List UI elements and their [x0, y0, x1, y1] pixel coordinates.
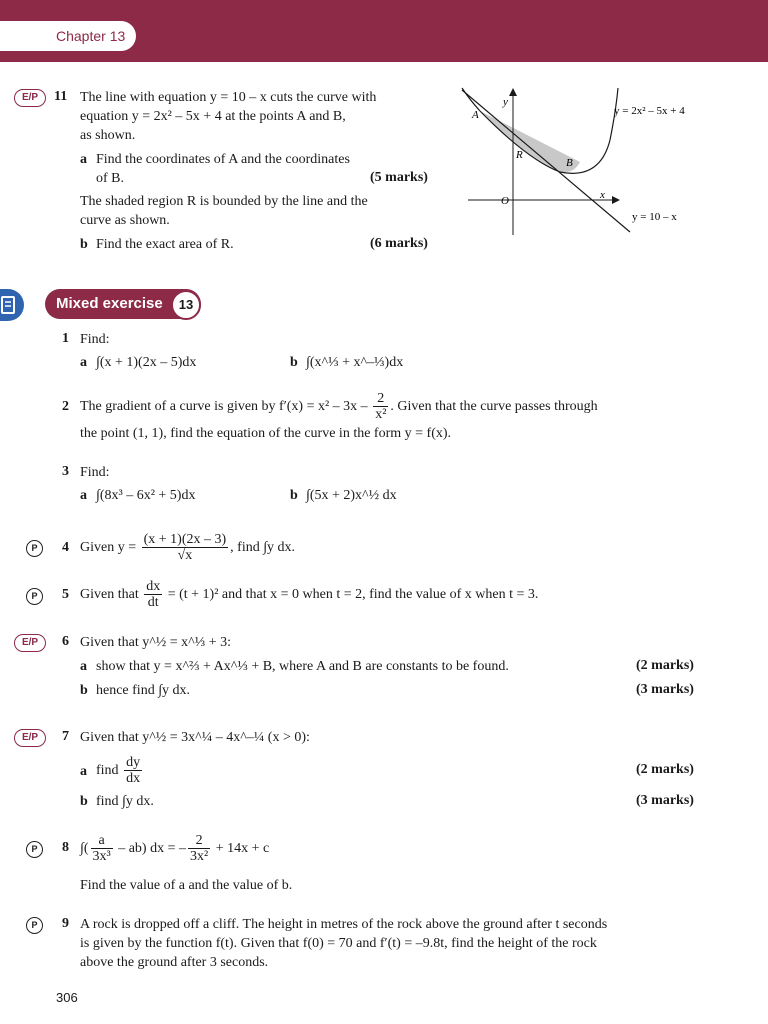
q8-fraction-2-num: 2	[188, 833, 210, 849]
q2-fraction-den: x²	[375, 407, 387, 423]
q6-b-text: hence find ∫y dx.	[96, 683, 191, 698]
q8-fraction-1-num: a	[91, 833, 113, 849]
q5-post: = (t + 1)² and that x = 0 when t = 2, find the value of x when t = 3.	[167, 587, 539, 602]
q1-a-label: a	[80, 355, 87, 370]
question-11-number: 11	[54, 89, 68, 104]
p-badge: P	[26, 917, 43, 934]
q11-line-1: The line with equation y = 10 – x cuts the curve with	[80, 90, 377, 105]
q1-intro: Find:	[80, 332, 110, 347]
q8-expr-b: – ab) dx = –	[118, 841, 186, 856]
question-2-number: 2	[62, 399, 69, 414]
q8-expression	[80, 830, 269, 868]
q4-pre: Given y =	[80, 540, 137, 555]
shaded-region-r	[480, 111, 580, 172]
q7-b-label: b	[80, 794, 88, 809]
q11-part-a-line-1: Find the coordinates of A and the coordinates	[96, 152, 350, 167]
q2-fraction	[373, 391, 388, 422]
line-y-10-minus-x	[462, 90, 630, 232]
q11-graph	[440, 80, 760, 240]
q7-intro: Given that y^½ = 3x^¼ – 4x^–¼ (x > 0):	[80, 730, 310, 745]
question-7-number: 7	[62, 729, 69, 744]
label-y: y	[503, 96, 508, 108]
q7-a-line	[96, 752, 144, 790]
ep-badge: E/P	[14, 634, 46, 652]
q6-a-marks: (2 marks)	[636, 658, 694, 673]
q6-a-text: show that y = x^⅔ + Ax^⅓ + B, where A and B are constants to be found.	[96, 659, 509, 674]
q5-fraction	[144, 579, 162, 610]
q11-line-2: equation y = 2x² – 5x + 4 at the points A and B,	[80, 109, 346, 124]
q3-intro: Find:	[80, 465, 110, 480]
q3-a-expr: ∫(8x³ – 6x² + 5)dx	[96, 488, 196, 503]
label-b: B	[566, 157, 573, 169]
q11-line-3: as shown.	[80, 128, 136, 143]
q4-post: , find ∫y dx.	[230, 540, 296, 555]
q3-b-expr: ∫(5x + 2)x^½ dx	[306, 488, 397, 503]
q2-line-2: the point (1, 1), find the equation of the curve in the form y = f(x).	[80, 426, 452, 441]
p-badge: P	[26, 841, 43, 858]
p-badge: P	[26, 540, 43, 557]
q8-fraction-1	[91, 833, 113, 864]
ep-badge: E/P	[14, 89, 46, 107]
q6-b-marks: (3 marks)	[636, 682, 694, 697]
q1-b-expr: ∫(x^⅓ + x^–⅓)dx	[306, 355, 404, 370]
label-a: A	[472, 109, 479, 121]
q8-fraction-1-den: 3x³	[92, 849, 111, 865]
q1-b-label: b	[290, 355, 298, 370]
q8-fraction-2-den: 3x²	[189, 849, 209, 865]
q9-line-1: A rock is dropped off a cliff. The height in metres of the rock above the ground after t seconds	[80, 917, 608, 932]
q9-line-3: above the ground after 3 seconds.	[80, 955, 269, 970]
mixed-exercise-number: 13	[171, 290, 201, 320]
q7-b-marks: (3 marks)	[636, 793, 694, 808]
q5-line	[80, 577, 538, 613]
question-3-number: 3	[62, 464, 69, 479]
q7-a-pre: find	[96, 763, 119, 778]
q8-expr-c: + 14x + c	[215, 841, 270, 856]
mixed-exercise-title: Mixed exercise	[45, 289, 201, 319]
y-axis-arrow	[509, 88, 517, 96]
q11-part-a-line-2: of B.	[96, 171, 124, 186]
q11-part-b-marks: (6 marks)	[370, 236, 428, 251]
q11-part-a-marks: (5 marks)	[370, 170, 428, 185]
q5-pre: Given that	[80, 587, 139, 602]
label-x: x	[600, 189, 605, 201]
q3-b-label: b	[290, 488, 298, 503]
q11-shade-line-1: The shaded region R is bounded by the line and the	[80, 194, 368, 209]
p-badge: P	[26, 588, 43, 605]
q7-a-fraction-den: dx	[126, 771, 141, 787]
question-1-number: 1	[62, 331, 69, 346]
q2-line-1a: The gradient of a curve is given by f′(x) = x² – 3x –	[80, 399, 368, 414]
q8-find: Find the value of a and the value of b.	[80, 878, 293, 893]
label-r: R	[516, 149, 523, 161]
q8-expr-a: ∫(	[80, 841, 89, 856]
question-6-number: 6	[62, 634, 69, 649]
q4-fraction	[142, 532, 229, 563]
page-number: 306	[56, 990, 78, 1005]
q7-a-marks: (2 marks)	[636, 762, 694, 777]
q11-shade-line-2: curve as shown.	[80, 213, 170, 228]
q4-line	[80, 530, 295, 566]
q1-a-expr: ∫(x + 1)(2x – 5)dx	[96, 355, 197, 370]
q6-b-label: b	[80, 683, 88, 698]
q11-part-a-label: a	[80, 152, 87, 167]
ep-badge: E/P	[14, 729, 46, 747]
q7-a-fraction	[124, 755, 142, 786]
q7-a-label: a	[80, 764, 87, 779]
label-o: O	[501, 195, 509, 207]
question-9-number: 9	[62, 916, 69, 931]
q6-a-label: a	[80, 659, 87, 674]
q7-a-fraction-num: dy	[126, 755, 141, 771]
book-icon	[0, 289, 24, 321]
x-axis-arrow	[612, 196, 620, 204]
q4-fraction-num: (x + 1)(2x – 3)	[143, 532, 227, 548]
q11-part-b-text: Find the exact area of R.	[96, 237, 234, 252]
q11-part-b-label: b	[80, 237, 88, 252]
q6-intro: Given that y^½ = x^⅓ + 3:	[80, 635, 232, 650]
q3-a-label: a	[80, 488, 87, 503]
question-4-number: 4	[62, 540, 69, 555]
question-5-number: 5	[62, 587, 69, 602]
curve-label: y = 2x² – 5x + 4	[614, 105, 685, 117]
q2-fraction-num: 2	[373, 391, 388, 407]
chapter-label: Chapter 13	[0, 21, 136, 51]
q8-fraction-2	[188, 833, 210, 864]
q5-fraction-den: dt	[147, 595, 159, 611]
question-8-number: 8	[62, 840, 69, 855]
q9-line-2: is given by the function f(t). Given that f(0) = 70 and f′(t) = –9.8t, find the height of the rock	[80, 936, 597, 951]
q2-line-1	[80, 390, 598, 424]
q2-line-1b: . Given that the curve passes through	[390, 399, 598, 414]
line-label: y = 10 – x	[632, 211, 677, 223]
q5-fraction-num: dx	[146, 579, 161, 595]
q7-b-text: find ∫y dx.	[96, 794, 154, 809]
q4-fraction-den: √x	[177, 548, 193, 564]
curve-parabola-left	[462, 88, 480, 111]
